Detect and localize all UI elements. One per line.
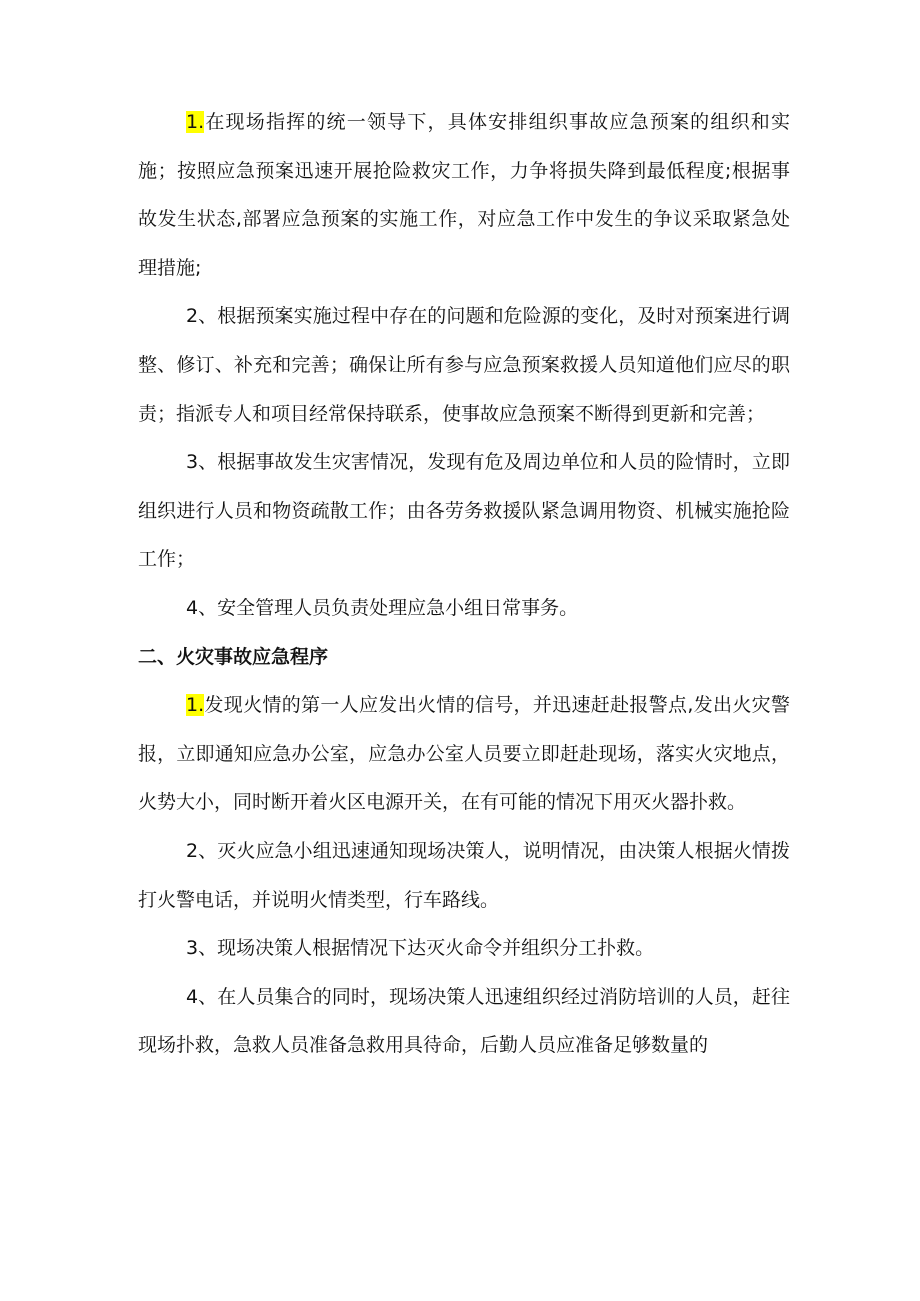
highlighted-number: 1. — [186, 694, 205, 717]
paragraph-1-2 — [138, 292, 790, 438]
paragraph-text: 安全管理人员负责处理应急小组日常事务。 — [217, 596, 579, 619]
document-content — [138, 98, 790, 1070]
paragraph-text: 根据预案实施过程中存在的问题和危险源的变化，及时对预案进行调整、修订、补充和完善；确保让所有参与应急预案救援人员知道他们应尽的职责；指派专人和项目经常保持联系，使事故应急预案不断得到更新和完善； — [138, 305, 790, 425]
paragraph-text: 灭火应急小组迅速通知现场决策人，说明情况，由决策人根据火情拨打火警电话，并说明火情类型，行车路线。 — [138, 839, 790, 911]
paragraph-2-1 — [138, 681, 790, 827]
paragraph-text: 在现场指挥的统一领导下，具体安排组织事故应急预案的组织和实施；按照应急预案迅速开展抢险救灾工作，力争将损失降到最低程度;根据事故发生状态,部署应急预案的实施工作，对应急工作中发生的争议采取紧急处理措施; — [138, 111, 790, 279]
paragraph-number: 2、 — [186, 839, 218, 862]
paragraph-number: 4、 — [186, 596, 218, 619]
paragraph-2-4 — [138, 973, 790, 1070]
paragraph-number: 3、 — [186, 937, 218, 960]
paragraph-1-3 — [138, 438, 790, 584]
paragraph-text: 发现火情的第一人应发出火情的信号，并迅速赶赴报警点,发出火灾警报，立即通知应急办公室，应急办公室人员要立即赶赴现场，落实火灾地点，火势大小，同时断开着火区电源开关，在有可能的情况下用灭火器扑救。 — [138, 694, 790, 814]
paragraph-text: 现场决策人根据情况下达灭火命令并组织分工扑救。 — [217, 937, 655, 960]
paragraph-2-2 — [138, 827, 790, 924]
section-heading: 二、火灾事故应急程序 — [138, 645, 329, 668]
highlighted-number: 1. — [186, 111, 205, 133]
paragraph-number: 2、 — [186, 305, 218, 328]
paragraph-number: 4、 — [186, 985, 218, 1008]
paragraph-1-1 — [138, 98, 790, 292]
paragraph-2-3 — [138, 924, 790, 973]
paragraph-number: 3、 — [186, 451, 218, 474]
paragraph-1-4 — [138, 584, 790, 633]
paragraph-text: 在人员集合的同时，现场决策人迅速组织经过消防培训的人员，赶往现场扑救，急救人员准备急救用具待命，后勤人员应准备足够数量的 — [138, 985, 790, 1057]
paragraph-text: 根据事故发生灾害情况，发现有危及周边单位和人员的险情时，立即组织进行人员和物资疏散工作；由各劳务救援队紧急调用物资、机械实施抢险工作； — [138, 451, 790, 571]
